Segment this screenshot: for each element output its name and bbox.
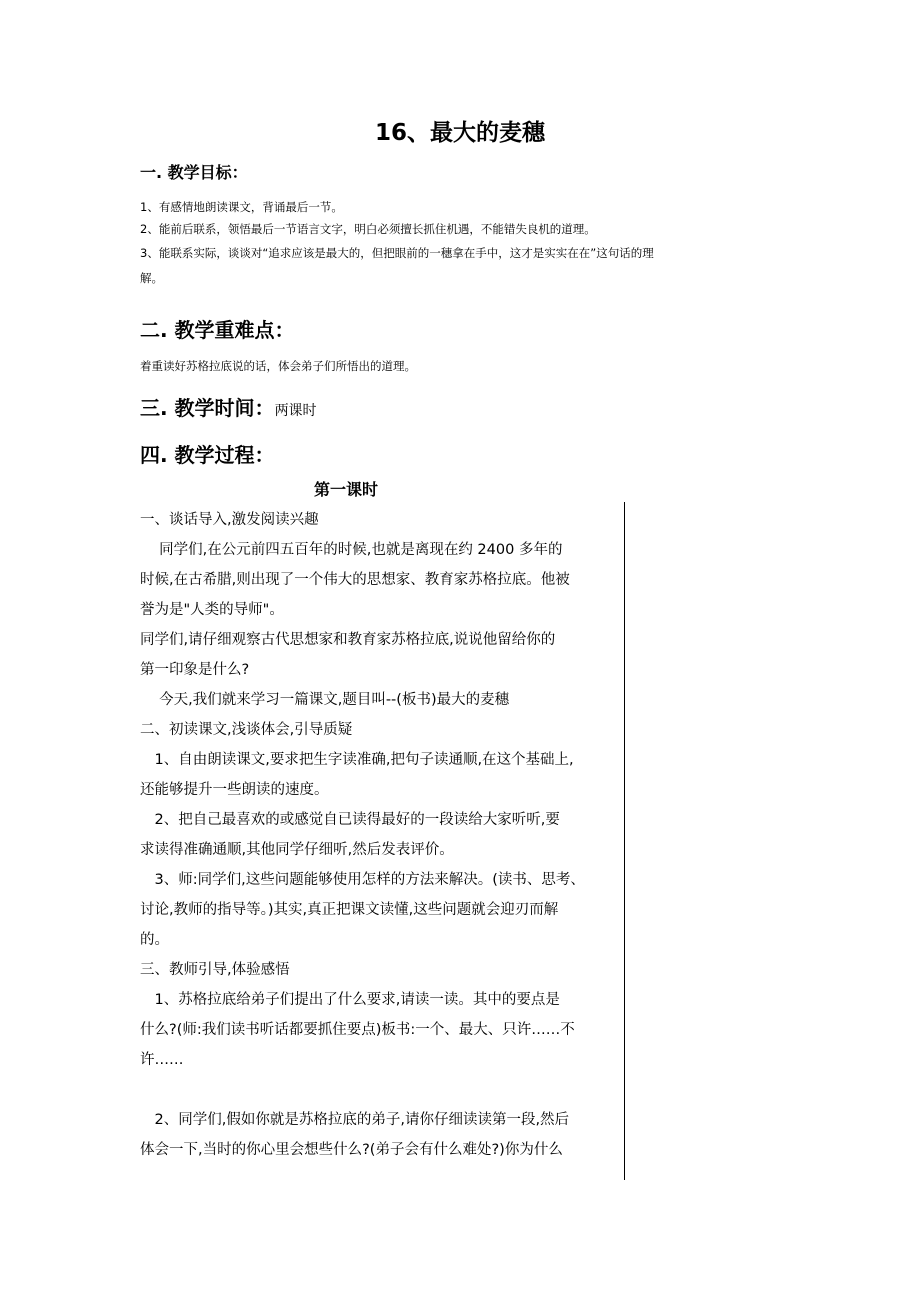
section-process-heading: 四. 教学过程： (140, 443, 275, 467)
body-line: 誉为是"人类的导师"。 (140, 602, 284, 618)
body-line: 求读得准确通顺,其他同学仔细听,然后发表评价。 (140, 842, 454, 858)
goal-item: 1、有感情地朗读课文，背诵最后一节。 (140, 200, 343, 214)
page-title: 16、最大的麦穗 (374, 120, 545, 146)
body-line: 1、苏格拉底给弟子们提出了什么要求,请读一读。其中的要点是 (140, 992, 560, 1008)
body-line: 什么?(师:我们读书听话都要抓住要点)板书:一个、最大、只许……不 (140, 1022, 575, 1038)
time-label: 三. 教学时间： (140, 396, 275, 420)
body-line: 3、师:同学们,这些问题能够使用怎样的方法来解决。(读书、思考、 (140, 872, 585, 888)
goal-item: 3、能联系实际，谈谈对“追求应该是最大的，但把眼前的一穗拿在手中，这才是实实在在”这句话的理 (140, 246, 654, 260)
body-line: 还能够提升一些朗读的速度。 (140, 782, 329, 798)
body-line: 2、同学们,假如你就是苏格拉底的弟子,请你仔细读读第一段,然后 (140, 1112, 570, 1128)
section-goals-heading: 一. 教学目标： (140, 163, 248, 182)
section-time-heading (140, 392, 317, 421)
body-line: 1、自由朗读课文,要求把生字读准确,把句子读通顺,在这个基础上, (140, 752, 574, 768)
body-line: 今天,我们就来学习一篇课文,题目叫--(板书)最大的麦穗 (140, 692, 510, 708)
body-line: 许…… (140, 1052, 184, 1068)
body-line: 二、初读课文,浅谈体会,引导质疑 (140, 722, 353, 738)
section-keypoints-heading: 二. 教学重难点： (140, 318, 295, 342)
process-body (140, 505, 585, 1165)
body-line: 2、把自己最喜欢的或感觉自已读得最好的一段读给大家听听,要 (140, 812, 560, 828)
body-line: 体会一下,当时的你心里会想些什么?(弟子会有什么难处?)你为什么 (140, 1142, 563, 1158)
body-line: 一、谈话导入,激发阅读兴趣 (140, 512, 319, 528)
goal-item: 解。 (140, 271, 163, 285)
body-line: 三、教师引导,体验感悟 (140, 962, 290, 978)
body-line: 讨论,教师的指导等。)其实,真正把课文读懂,这些问题就会迎刃而解 (140, 902, 559, 918)
body-line: 时候,在古希腊,则出现了一个伟大的思想家、教育家苏格拉底。他被 (140, 572, 570, 588)
body-line: 的。 (140, 932, 169, 948)
body-line: 同学们,请仔细观察古代思想家和教育家苏格拉底,说说他留给你的 (140, 632, 556, 648)
body-line: 第一印象是什么? (140, 662, 250, 678)
body-line (140, 1075, 585, 1105)
lesson-title: 第一课时 (314, 480, 379, 499)
column-divider (624, 502, 625, 1180)
keypoints-text: 着重读好苏格拉底说的话，体会弟子们所悟出的道理。 (140, 359, 416, 373)
goal-item: 2、能前后联系，领悟最后一节语言文字，明白必须擅长抓住机遇，不能错失良机的道理。 (140, 222, 596, 236)
time-value: 两课时 (274, 403, 317, 419)
body-line: 同学们,在公元前四五百年的时候,也就是离现在约 2400 多年的 (140, 542, 563, 558)
